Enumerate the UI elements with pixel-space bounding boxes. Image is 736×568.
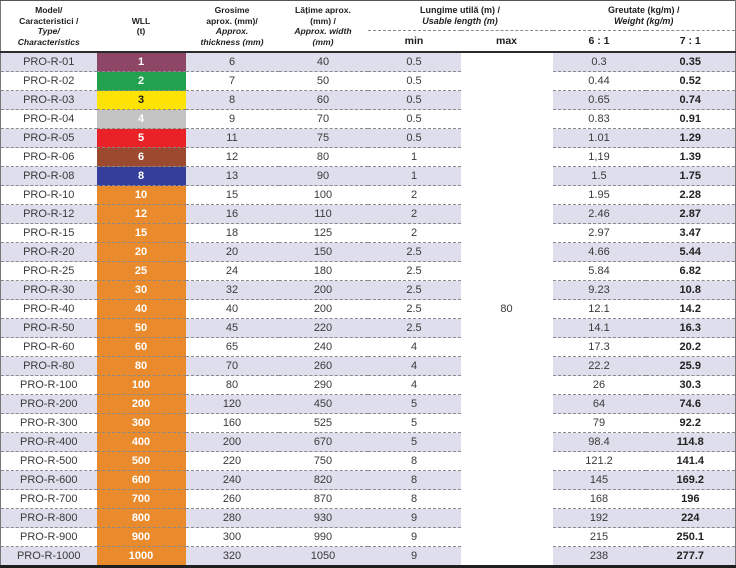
width-cell: 990 [279, 528, 368, 547]
min-length-cell: 2.5 [368, 300, 461, 319]
header-model-en1: Type/ [37, 26, 60, 36]
weight-7-1-cell: 0.91 [646, 110, 736, 129]
weight-6-1-cell: 26 [553, 376, 646, 395]
width-cell: 180 [279, 262, 368, 281]
thickness-cell: 280 [186, 509, 279, 528]
width-cell: 90 [279, 167, 368, 186]
min-length-cell: 9 [368, 547, 461, 567]
width-cell: 260 [279, 357, 368, 376]
width-cell: 1050 [279, 547, 368, 567]
model-cell: PRO-R-01 [1, 52, 97, 72]
table-row [1, 262, 736, 281]
weight-6-1-cell: 22.2 [553, 357, 646, 376]
wll-cell: 40 [97, 300, 186, 319]
width-cell: 200 [279, 300, 368, 319]
wll-cell: 10 [97, 186, 186, 205]
wll-cell: 100 [97, 376, 186, 395]
header-weight-en: Weight (kg/m) [614, 15, 674, 26]
model-cell: PRO-R-05 [1, 129, 97, 148]
width-cell: 75 [279, 129, 368, 148]
weight-7-1-cell: 224 [646, 509, 736, 528]
max-length-cell: 80 [461, 52, 553, 567]
model-cell: PRO-R-700 [1, 490, 97, 509]
table-row [1, 167, 736, 186]
header-model [1, 1, 97, 53]
thickness-cell: 40 [186, 300, 279, 319]
min-length-cell: 2.5 [368, 243, 461, 262]
thickness-cell: 320 [186, 547, 279, 567]
weight-6-1-cell: 1,19 [553, 148, 646, 167]
table-header [1, 1, 736, 53]
min-length-cell: 4 [368, 376, 461, 395]
weight-7-1-cell: 10.8 [646, 281, 736, 300]
wll-cell: 15 [97, 224, 186, 243]
min-length-cell: 5 [368, 433, 461, 452]
table-row [1, 110, 736, 129]
weight-7-1-cell: 30.3 [646, 376, 736, 395]
header-thickness-en1: Approx. [215, 26, 249, 36]
weight-7-1-cell: 2.28 [646, 186, 736, 205]
header-length-ro: Lungime utilă (m) / [420, 4, 500, 15]
wll-cell: 900 [97, 528, 186, 547]
weight-7-1-cell: 1.29 [646, 129, 736, 148]
weight-6-1-cell: 0.44 [553, 72, 646, 91]
table-row [1, 300, 736, 319]
table-row [1, 281, 736, 300]
width-cell: 100 [279, 186, 368, 205]
table-row [1, 319, 736, 338]
model-cell: PRO-R-40 [1, 300, 97, 319]
table-row [1, 376, 736, 395]
wll-cell: 700 [97, 490, 186, 509]
width-cell: 220 [279, 319, 368, 338]
header-width-en1: Approx. width [294, 26, 352, 36]
weight-7-1-cell: 141.4 [646, 452, 736, 471]
wll-cell: 25 [97, 262, 186, 281]
header-model-ro2: Caracteristici / [19, 15, 79, 26]
thickness-cell: 8 [186, 91, 279, 110]
wll-cell: 200 [97, 395, 186, 414]
wll-cell: 1000 [97, 547, 186, 567]
header-length-group [368, 1, 553, 31]
wll-cell: 30 [97, 281, 186, 300]
weight-7-1-cell: 20.2 [646, 338, 736, 357]
min-length-cell: 4 [368, 338, 461, 357]
model-cell: PRO-R-80 [1, 357, 97, 376]
thickness-cell: 120 [186, 395, 279, 414]
weight-7-1-cell: 169.2 [646, 471, 736, 490]
weight-6-1-cell: 17.3 [553, 338, 646, 357]
model-cell: PRO-R-200 [1, 395, 97, 414]
min-length-cell: 2 [368, 205, 461, 224]
wll-cell: 500 [97, 452, 186, 471]
min-length-cell: 0.5 [368, 52, 461, 72]
weight-7-1-cell: 196 [646, 490, 736, 509]
weight-6-1-cell: 0.3 [553, 52, 646, 72]
header-wll-unit: (t) [136, 26, 146, 36]
thickness-cell: 260 [186, 490, 279, 509]
model-cell: PRO-R-1000 [1, 547, 97, 567]
min-length-cell: 0.5 [368, 129, 461, 148]
min-length-cell: 9 [368, 528, 461, 547]
table-row [1, 509, 736, 528]
wll-cell: 80 [97, 357, 186, 376]
wll-cell: 20 [97, 243, 186, 262]
model-cell: PRO-R-400 [1, 433, 97, 452]
model-cell: PRO-R-900 [1, 528, 97, 547]
thickness-cell: 18 [186, 224, 279, 243]
thickness-cell: 45 [186, 319, 279, 338]
min-length-cell: 2.5 [368, 262, 461, 281]
table-row [1, 471, 736, 490]
model-cell: PRO-R-08 [1, 167, 97, 186]
width-cell: 60 [279, 91, 368, 110]
table-row [1, 91, 736, 110]
model-cell: PRO-R-15 [1, 224, 97, 243]
thickness-cell: 220 [186, 452, 279, 471]
wll-cell: 8 [97, 167, 186, 186]
weight-6-1-cell: 4.66 [553, 243, 646, 262]
header-model-en2: Characteristics [17, 36, 80, 47]
thickness-cell: 240 [186, 471, 279, 490]
width-cell: 450 [279, 395, 368, 414]
weight-6-1-cell: 1.95 [553, 186, 646, 205]
min-length-cell: 1 [368, 167, 461, 186]
model-cell: PRO-R-500 [1, 452, 97, 471]
thickness-cell: 160 [186, 414, 279, 433]
model-cell: PRO-R-60 [1, 338, 97, 357]
weight-6-1-cell: 238 [553, 547, 646, 567]
header-thickness-ro1: Grosime [214, 5, 250, 15]
width-cell: 525 [279, 414, 368, 433]
width-cell: 110 [279, 205, 368, 224]
wll-cell: 50 [97, 319, 186, 338]
model-cell: PRO-R-300 [1, 414, 97, 433]
thickness-cell: 12 [186, 148, 279, 167]
model-cell: PRO-R-25 [1, 262, 97, 281]
min-length-cell: 2 [368, 224, 461, 243]
thickness-cell: 13 [186, 167, 279, 186]
weight-7-1-cell: 5.44 [646, 243, 736, 262]
model-cell: PRO-R-10 [1, 186, 97, 205]
header-width-ro2: (mm) / [310, 15, 336, 26]
header-thickness-ro2: aprox. (mm)/ [206, 15, 258, 26]
table-row [1, 148, 736, 167]
table-row [1, 186, 736, 205]
table-row [1, 243, 736, 262]
model-cell: PRO-R-50 [1, 319, 97, 338]
thickness-cell: 24 [186, 262, 279, 281]
thickness-cell: 65 [186, 338, 279, 357]
weight-7-1-cell: 74.6 [646, 395, 736, 414]
weight-7-1-cell: 2.87 [646, 205, 736, 224]
width-cell: 820 [279, 471, 368, 490]
min-length-cell: 9 [368, 509, 461, 528]
wll-cell: 6 [97, 148, 186, 167]
model-cell: PRO-R-600 [1, 471, 97, 490]
wll-cell: 2 [97, 72, 186, 91]
table-row [1, 395, 736, 414]
weight-7-1-cell: 0.74 [646, 91, 736, 110]
weight-7-1-cell: 25.9 [646, 357, 736, 376]
thickness-cell: 15 [186, 186, 279, 205]
model-cell: PRO-R-02 [1, 72, 97, 91]
weight-6-1-cell: 9.23 [553, 281, 646, 300]
width-cell: 750 [279, 452, 368, 471]
weight-7-1-cell: 6.82 [646, 262, 736, 281]
width-cell: 870 [279, 490, 368, 509]
weight-7-1-cell: 1.75 [646, 167, 736, 186]
weight-6-1-cell: 121.2 [553, 452, 646, 471]
table-row [1, 205, 736, 224]
model-cell: PRO-R-100 [1, 376, 97, 395]
min-length-cell: 5 [368, 395, 461, 414]
wll-cell: 3 [97, 91, 186, 110]
table-row [1, 338, 736, 357]
weight-6-1-cell: 0.83 [553, 110, 646, 129]
table-body [1, 52, 736, 567]
wll-cell: 300 [97, 414, 186, 433]
model-cell: PRO-R-12 [1, 205, 97, 224]
table-row [1, 452, 736, 471]
wll-cell: 600 [97, 471, 186, 490]
thickness-cell: 11 [186, 129, 279, 148]
thickness-cell: 7 [186, 72, 279, 91]
thickness-cell: 9 [186, 110, 279, 129]
min-length-cell: 2.5 [368, 319, 461, 338]
weight-6-1-cell: 2.46 [553, 205, 646, 224]
header-weight-ro: Greutate (kg/m) / [608, 4, 680, 15]
table-row [1, 224, 736, 243]
width-cell: 200 [279, 281, 368, 300]
width-cell: 930 [279, 509, 368, 528]
weight-6-1-cell: 168 [553, 490, 646, 509]
table-row [1, 490, 736, 509]
weight-6-1-cell: 5.84 [553, 262, 646, 281]
thickness-cell: 80 [186, 376, 279, 395]
min-length-cell: 0.5 [368, 72, 461, 91]
table-row [1, 52, 736, 72]
thickness-cell: 16 [186, 205, 279, 224]
header-wll [97, 1, 186, 53]
wll-cell: 4 [97, 110, 186, 129]
model-cell: PRO-R-20 [1, 243, 97, 262]
header-weight-group [553, 1, 736, 31]
table-row [1, 547, 736, 567]
weight-6-1-cell: 192 [553, 509, 646, 528]
wll-cell: 5 [97, 129, 186, 148]
wll-cell: 12 [97, 205, 186, 224]
weight-6-1-cell: 145 [553, 471, 646, 490]
header-model-ro1: Model/ [35, 5, 63, 15]
thickness-cell: 300 [186, 528, 279, 547]
wll-cell: 800 [97, 509, 186, 528]
wll-cell: 400 [97, 433, 186, 452]
model-cell: PRO-R-04 [1, 110, 97, 129]
width-cell: 70 [279, 110, 368, 129]
width-cell: 290 [279, 376, 368, 395]
table-row [1, 129, 736, 148]
table-row [1, 357, 736, 376]
model-cell: PRO-R-800 [1, 509, 97, 528]
thickness-cell: 70 [186, 357, 279, 376]
weight-7-1-cell: 0.35 [646, 52, 736, 72]
min-length-cell: 0.5 [368, 91, 461, 110]
table-row [1, 433, 736, 452]
header-width-ro1: Lățime aprox. [295, 5, 351, 15]
min-length-cell: 8 [368, 471, 461, 490]
header-ratio-6-1: 6 : 1 [553, 31, 646, 53]
min-length-cell: 8 [368, 452, 461, 471]
width-cell: 125 [279, 224, 368, 243]
weight-6-1-cell: 98.4 [553, 433, 646, 452]
weight-7-1-cell: 1.39 [646, 148, 736, 167]
weight-7-1-cell: 14.2 [646, 300, 736, 319]
weight-6-1-cell: 14.1 [553, 319, 646, 338]
weight-6-1-cell: 215 [553, 528, 646, 547]
min-length-cell: 4 [368, 357, 461, 376]
weight-6-1-cell: 0.65 [553, 91, 646, 110]
table-row [1, 528, 736, 547]
header-max: max [461, 31, 553, 53]
header-length-en: Usable length (m) [422, 15, 498, 26]
min-length-cell: 8 [368, 490, 461, 509]
weight-7-1-cell: 0.52 [646, 72, 736, 91]
weight-6-1-cell: 1.5 [553, 167, 646, 186]
header-width [279, 1, 368, 53]
width-cell: 40 [279, 52, 368, 72]
header-thickness [186, 1, 279, 53]
header-wll-label: WLL [131, 15, 151, 26]
width-cell: 240 [279, 338, 368, 357]
width-cell: 670 [279, 433, 368, 452]
weight-7-1-cell: 3.47 [646, 224, 736, 243]
width-cell: 80 [279, 148, 368, 167]
width-cell: 150 [279, 243, 368, 262]
header-ratio-7-1: 7 : 1 [646, 31, 736, 53]
min-length-cell: 5 [368, 414, 461, 433]
model-cell: PRO-R-06 [1, 148, 97, 167]
weight-6-1-cell: 12.1 [553, 300, 646, 319]
weight-6-1-cell: 2.97 [553, 224, 646, 243]
thickness-cell: 200 [186, 433, 279, 452]
thickness-cell: 6 [186, 52, 279, 72]
weight-6-1-cell: 64 [553, 395, 646, 414]
min-length-cell: 0.5 [368, 110, 461, 129]
weight-7-1-cell: 277.7 [646, 547, 736, 567]
table-row [1, 414, 736, 433]
wll-cell: 1 [97, 52, 186, 72]
weight-7-1-cell: 250.1 [646, 528, 736, 547]
min-length-cell: 1 [368, 148, 461, 167]
header-thickness-en2: thickness (mm) [200, 36, 264, 47]
weight-7-1-cell: 114.8 [646, 433, 736, 452]
min-length-cell: 2 [368, 186, 461, 205]
weight-6-1-cell: 1.01 [553, 129, 646, 148]
header-width-en2: (mm) [312, 36, 334, 47]
model-cell: PRO-R-03 [1, 91, 97, 110]
min-length-cell: 2.5 [368, 281, 461, 300]
weight-7-1-cell: 92.2 [646, 414, 736, 433]
model-cell: PRO-R-30 [1, 281, 97, 300]
thickness-cell: 32 [186, 281, 279, 300]
weight-7-1-cell: 16.3 [646, 319, 736, 338]
width-cell: 50 [279, 72, 368, 91]
table-row [1, 72, 736, 91]
header-min: min [368, 31, 461, 53]
weight-6-1-cell: 79 [553, 414, 646, 433]
thickness-cell: 20 [186, 243, 279, 262]
wll-cell: 60 [97, 338, 186, 357]
